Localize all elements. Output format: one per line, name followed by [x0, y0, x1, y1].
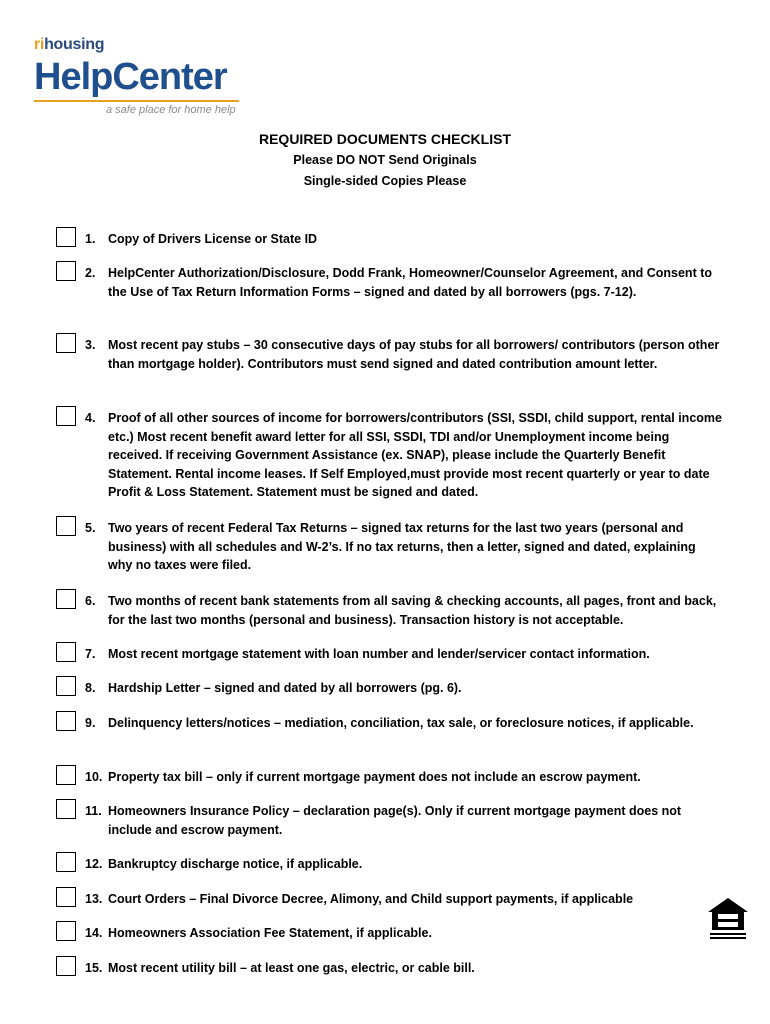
item-number: 4.: [85, 411, 96, 425]
item-number: 5.: [85, 521, 96, 535]
item-text: Court Orders – Final Divorce Decree, Alimony, and Child support payments, if applicable: [108, 892, 634, 906]
checkbox[interactable]: [56, 589, 76, 609]
item-number: 6.: [85, 594, 96, 608]
checkbox[interactable]: [56, 642, 76, 662]
item-number: 10.: [85, 770, 103, 784]
checkbox[interactable]: [56, 956, 76, 976]
item-number: 8.: [85, 681, 96, 695]
page-title: REQUIRED DOCUMENTS CHECKLIST: [258, 131, 511, 147]
page-subtitle-copies: Single-sided Copies Please: [303, 174, 467, 188]
checkbox[interactable]: [56, 516, 76, 536]
item-number: 14.: [85, 926, 103, 940]
equal-housing-opportunity-icon: [706, 896, 750, 942]
item-number: 11.: [85, 804, 102, 818]
item-text: Two months of recent bank statements from all saving & checking accounts, all pages, front and back, for the last two months (personal and business). Transaction history is not acceptable.: [108, 594, 717, 627]
item-text: Two years of recent Federal Tax Returns – signed tax returns for the last two years (personal and business) with all schedules and W-2’s. If no tax returns, then a letter, signed and dated, explaining why no taxes were filed.: [108, 521, 696, 572]
item-text: Most recent mortgage statement with loan number and lender/servicer contact information.: [108, 647, 650, 661]
checkbox[interactable]: [56, 227, 76, 247]
item-text: Hardship Letter – signed and dated by all borrowers (pg. 6).: [108, 681, 462, 695]
item-number: 2.: [85, 266, 96, 280]
item-text: Copy of Drivers License or State ID: [108, 232, 318, 246]
checkbox[interactable]: [56, 799, 76, 819]
item-text: Proof of all other sources of income for borrowers/contributors (SSI, SSDI, child support, rental income etc.) Most recent benefit award letter for all SSI, SSDI, TDI and/or Unemployment income being received. If receiving Government Assistance (ex. SNAP), please include the Quarterly Benefit Statement. Rental income leases. If Self Employed,must provide most recent quarterly or year to date Profit & Loss Statement. Statement must be signed and dated.: [108, 411, 722, 499]
item-number: 12.: [85, 857, 103, 871]
item-text: Most recent utility bill – at least one gas, electric, or cable bill.: [108, 961, 475, 975]
item-number: 1.: [85, 232, 96, 246]
checkbox[interactable]: [56, 921, 76, 941]
checkbox[interactable]: [56, 406, 76, 426]
item-number: 3.: [85, 338, 96, 352]
logo-housing-text: rihousing: [34, 36, 105, 53]
page-subtitle-originals: Please DO NOT Send Originals: [293, 153, 477, 167]
item-text: Delinquency letters/notices – mediation, conciliation, tax sale, or foreclosure notices, if applicable.: [108, 716, 694, 730]
item-number: 15.: [85, 961, 103, 975]
item-number: 9.: [85, 716, 96, 730]
checkbox[interactable]: [56, 852, 76, 872]
item-number: 7.: [85, 647, 96, 661]
checkbox[interactable]: [56, 887, 76, 907]
item-text: Property tax bill – only if current mortgage payment does not include an escrow payment.: [108, 770, 641, 784]
item-text: Homeowners Association Fee Statement, if applicable.: [108, 926, 432, 940]
checkbox[interactable]: [56, 333, 76, 353]
item-text: HelpCenter Authorization/Disclosure, Dodd Frank, Homeowner/Counselor Agreement, and Consent to the Use of Tax Return Information Forms – signed and dated by all borrowers (pgs. 7-12).: [108, 266, 712, 299]
item-text: Most recent pay stubs – 30 consecutive days of pay stubs for all borrowers/ contributors (person other than mortgage holder). Contributors must send signed and dated contribution amount letter.: [108, 338, 720, 371]
checkbox[interactable]: [56, 765, 76, 785]
checkbox[interactable]: [56, 711, 76, 731]
item-text: Homeowners Insurance Policy – declaration page(s). Only if current mortgage payment does not include and escrow payment.: [108, 804, 682, 837]
logo-main-text: HelpCenter: [34, 56, 227, 98]
item-text: Bankruptcy discharge notice, if applicable.: [108, 857, 363, 871]
checkbox[interactable]: [56, 261, 76, 281]
item-number: 13.: [85, 892, 103, 906]
checkbox[interactable]: [56, 676, 76, 696]
logo-tagline: a safe place for home help: [106, 104, 236, 116]
